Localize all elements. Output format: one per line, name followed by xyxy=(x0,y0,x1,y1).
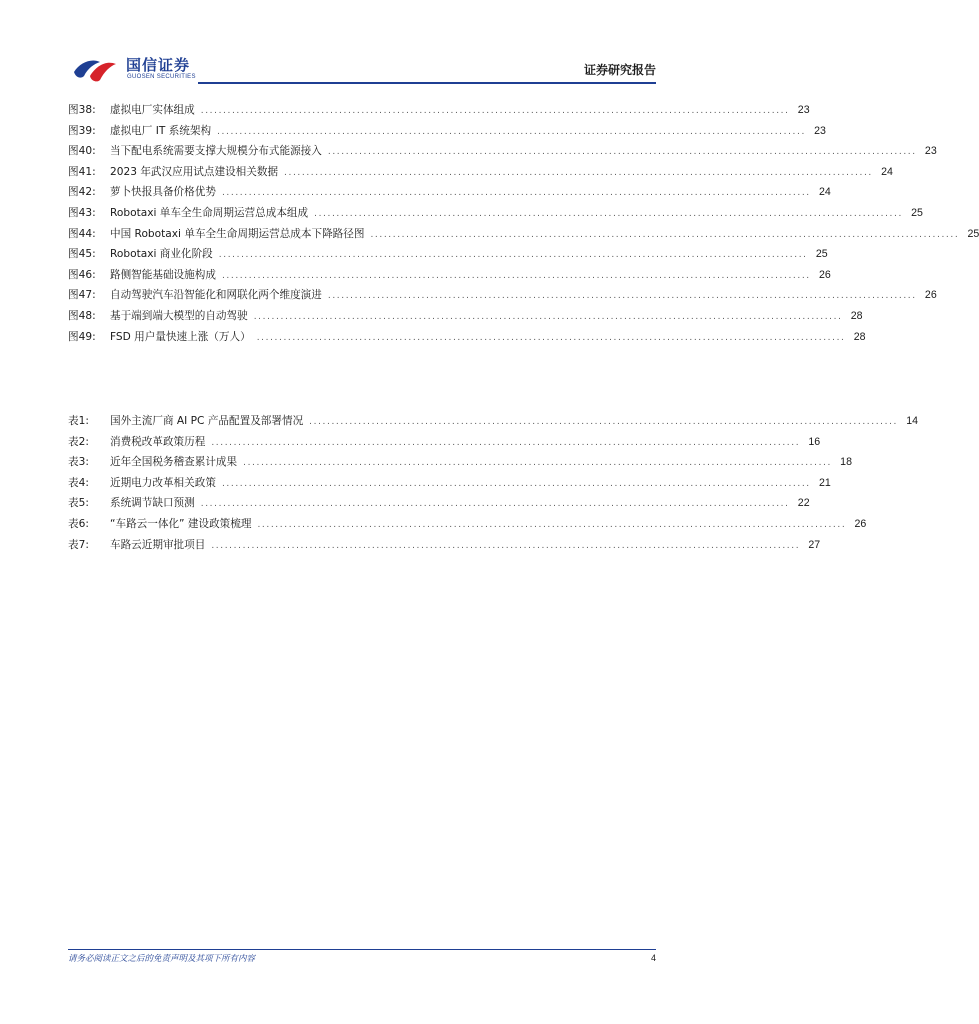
figure-page: 24 xyxy=(818,186,831,199)
figure-entry[interactable] xyxy=(68,267,831,288)
leader-dots: .................................................................................................................................... xyxy=(370,229,960,240)
table-title: 近年全国税务稽查累计成果 xyxy=(110,456,238,469)
table-label: 表7: xyxy=(68,538,89,551)
figure-title: 基于端到端大模型的自动驾驶 xyxy=(110,309,248,322)
leader-dots: .................................................................................................................................... xyxy=(221,188,811,199)
figure-entry[interactable] xyxy=(68,102,810,123)
figure-label: 图47: xyxy=(68,289,96,302)
figure-title: FSD 用户量快速上涨（万人） xyxy=(110,330,251,343)
guosen-logo-icon xyxy=(70,52,122,84)
figure-page: 26 xyxy=(818,268,831,281)
table-page: 22 xyxy=(797,497,810,510)
table-label: 表4: xyxy=(68,476,89,489)
table-title: 系统调节缺口预测 xyxy=(110,497,195,510)
table-page: 18 xyxy=(840,456,852,469)
table-label: 表5: xyxy=(68,497,89,510)
brand-name-en: GUOSEN SECURITIES xyxy=(127,74,196,80)
figure-label: 图38: xyxy=(68,104,96,116)
table-title: 近期电力改革相关政策 xyxy=(110,476,216,489)
figure-label: 图41: xyxy=(68,165,96,178)
table-label: 表1: xyxy=(68,415,89,427)
figure-page: 26 xyxy=(924,289,937,302)
figure-title: 萝卜快报具备价格优势 xyxy=(110,186,216,199)
figure-label: 图48: xyxy=(68,309,96,322)
figure-title: Robotaxi 商业化阶段 xyxy=(110,248,213,261)
page-number: 4 xyxy=(650,953,656,963)
figure-label: 图44: xyxy=(68,227,96,240)
figure-page: 25 xyxy=(815,248,828,261)
figure-page: 23 xyxy=(924,145,937,158)
table-label: 表6: xyxy=(68,517,89,530)
table-page: 16 xyxy=(808,435,821,448)
leader-dots: .................................................................................................................................... xyxy=(211,437,801,448)
figure-title: 当下配电系统需要支撑大规模分布式能源接入 xyxy=(110,145,322,158)
figure-entry[interactable] xyxy=(68,205,923,226)
table-title: 车路云近期审批项目 xyxy=(110,538,206,551)
figure-title: 虚拟电厂 IT 系统架构 xyxy=(110,124,212,137)
figure-label: 图39: xyxy=(68,124,96,137)
figure-title: 2023 年武汉应用试点建设相关数据 xyxy=(110,165,279,178)
figure-page: 25 xyxy=(967,227,979,240)
figure-entry[interactable] xyxy=(68,164,893,185)
leader-dots: .................................................................................................................................... xyxy=(243,458,832,469)
table-title: 消费税改革政策历程 xyxy=(110,435,206,448)
leader-dots: .................................................................................................................................... xyxy=(256,332,846,343)
figure-entry[interactable] xyxy=(68,226,979,247)
leader-dots: .................................................................................................................................... xyxy=(217,126,806,137)
figure-page: 25 xyxy=(911,206,923,219)
figure-label: 图43: xyxy=(68,206,96,219)
figure-entry[interactable] xyxy=(68,246,828,267)
leader-dots: .................................................................................................................................... xyxy=(327,291,917,302)
report-type-label: 证券研究报告 xyxy=(583,63,656,77)
figure-entry[interactable] xyxy=(68,308,863,329)
table-title: 国外主流厂商 AI PC 产品配置及部署情况 xyxy=(110,415,304,427)
figure-label: 图45: xyxy=(68,248,96,261)
figure-page: 28 xyxy=(853,330,866,343)
figure-entry[interactable] xyxy=(68,143,937,164)
leader-dots: .................................................................................................................................... xyxy=(221,478,811,489)
leader-dots: .................................................................................................................................... xyxy=(309,417,899,427)
table-entry[interactable] xyxy=(68,434,821,455)
table-page: 27 xyxy=(808,538,821,551)
table-entry[interactable] xyxy=(68,495,810,516)
figure-label: 图49: xyxy=(68,330,96,343)
leader-dots: .................................................................................................................................... xyxy=(284,167,873,178)
figure-label: 图42: xyxy=(68,186,96,199)
figure-page: 23 xyxy=(797,104,810,116)
leader-dots: .................................................................................................................................... xyxy=(200,499,790,510)
leader-dots: .................................................................................................................................... xyxy=(257,519,847,530)
table-entry[interactable] xyxy=(68,537,821,558)
figure-title: Robotaxi 单车全生命周期运营总成本组成 xyxy=(110,206,309,219)
table-page: 14 xyxy=(906,415,919,427)
figure-entry[interactable] xyxy=(68,287,937,308)
table-list xyxy=(68,413,919,557)
table-entry[interactable] xyxy=(68,475,831,496)
figure-title: 路侧智能基础设施构成 xyxy=(110,268,216,281)
figure-label: 图40: xyxy=(68,145,96,158)
figure-page: 24 xyxy=(881,165,893,178)
figure-label: 图46: xyxy=(68,268,96,281)
figure-entry[interactable] xyxy=(68,329,866,350)
figure-page: 28 xyxy=(850,309,863,322)
leader-dots: .................................................................................................................................... xyxy=(200,106,790,116)
table-entry[interactable] xyxy=(68,413,919,434)
header-divider xyxy=(198,82,656,84)
leader-dots: .................................................................................................................................... xyxy=(314,208,903,219)
figure-title: 自动驾驶汽车沿智能化和网联化两个维度演进 xyxy=(110,289,322,302)
leader-dots: .................................................................................................................................... xyxy=(221,270,811,281)
figure-list xyxy=(68,102,979,349)
leader-dots: .................................................................................................................................... xyxy=(327,147,917,158)
footer-divider xyxy=(68,949,656,950)
page-header xyxy=(68,50,656,86)
leader-dots: .................................................................................................................................... xyxy=(218,250,808,261)
brand-name-cn: 国信证券 xyxy=(126,56,191,74)
table-entry[interactable] xyxy=(68,454,852,475)
figure-page: 23 xyxy=(814,124,826,137)
table-page: 26 xyxy=(854,517,867,530)
table-title: “车路云一体化” 建设政策梳理 xyxy=(110,517,252,530)
figure-title: 虚拟电厂实体组成 xyxy=(110,104,195,116)
figure-entry[interactable] xyxy=(68,123,826,144)
disclaimer-text: 请务必阅读正文之后的免责声明及其项下所有内容 xyxy=(68,954,256,964)
figure-entry[interactable] xyxy=(68,184,831,205)
leader-dots: .................................................................................................................................... xyxy=(211,540,801,551)
leader-dots: .................................................................................................................................... xyxy=(253,311,843,322)
table-entry[interactable] xyxy=(68,516,867,537)
table-label: 表2: xyxy=(68,435,89,448)
table-page: 21 xyxy=(818,476,831,489)
table-label: 表3: xyxy=(68,456,89,469)
figure-title: 中国 Robotaxi 单车全生命周期运营总成本下降路径图 xyxy=(110,227,365,240)
